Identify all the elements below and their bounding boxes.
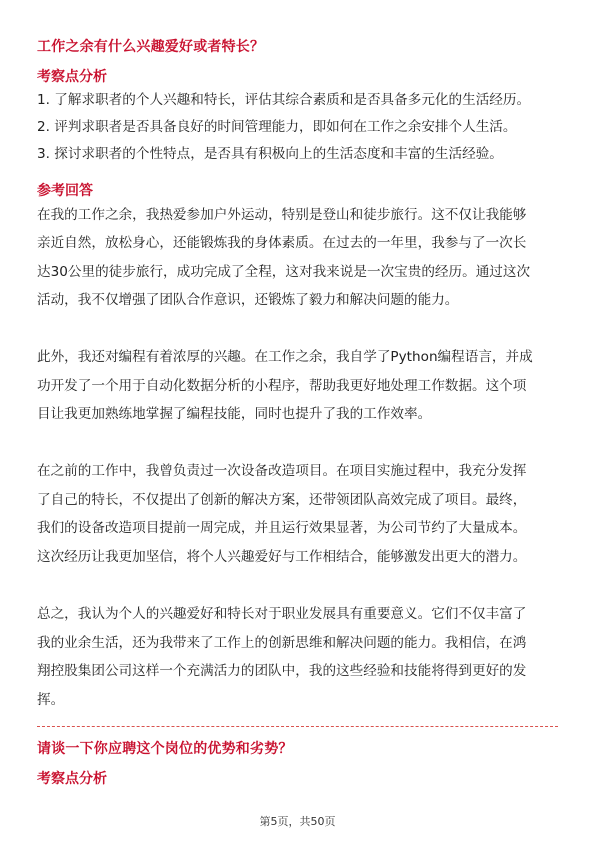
- question-title: 工作之余有什么兴趣爱好或者特长？: [37, 39, 265, 55]
- answer-line: 目让我更加熟练地掌握了编程技能，同时也提升了我的工作效率。: [37, 406, 432, 422]
- answer-line: 我的业余生活，还为我带来了工作上的创新思维和解决问题的能力。我相信，在鸿: [37, 635, 527, 651]
- answer-line: 活动，我不仅增强了团队合作意识，还锻炼了毅力和解决问题的能力。: [37, 292, 459, 308]
- analysis-point: 2. 评判求职者是否具备良好的时间管理能力，即如何在工作之余安排个人生活。: [37, 119, 517, 135]
- answer-line: 了自己的特长，不仅提出了创新的解决方案，还带领团队高效完成了项目。最终，: [37, 492, 527, 508]
- answer-line: 我们的设备改造项目提前一周完成，并且运行效果显著，为公司节约了大量成本。: [37, 520, 527, 536]
- answer-line: 亲近自然，放松身心，还能锻炼我的身体素质。在过去的一年里，我参与了一次长: [37, 235, 527, 251]
- answer-line: 总之，我认为个人的兴趣爱好和特长对于职业发展具有重要意义。它们不仅丰富了: [37, 606, 527, 622]
- answer-line: 翔控股集团公司这样一个充满活力的团队中，我的这些经验和技能将得到更好的发: [37, 663, 527, 679]
- answer-line: 这次经历让我更加坚信，将个人兴趣爱好与工作相结合，能够激发出更大的潜力。: [37, 549, 527, 565]
- analysis-heading: 考察点分析: [37, 771, 107, 787]
- answer-line: 在之前的工作中，我曾负责过一次设备改造项目。在项目实施过程中，我充分发挥: [37, 463, 527, 479]
- answer-line: 功开发了一个用于自动化数据分析的小程序，帮助我更好地处理工作数据。这个项: [37, 378, 527, 394]
- analysis-point: 3. 探讨求职者的个性特点，是否具有积极向上的生活态度和丰富的生活经验。: [37, 146, 503, 162]
- answer-line: 挥。: [37, 692, 65, 708]
- analysis-heading: 考察点分析: [37, 69, 107, 85]
- answer-line: 此外，我还对编程有着浓厚的兴趣。在工作之余，我自学了Python编程语言，并成: [37, 349, 533, 365]
- page-number: 第5页，共50页: [259, 815, 336, 828]
- question-title: 请谈一下你应聘这个岗位的优势和劣势？: [37, 741, 293, 757]
- answer-heading: 参考回答: [37, 183, 93, 199]
- analysis-point: 1. 了解求职者的个人兴趣和特长，评估其综合素质和是否具备多元化的生活经历。: [37, 92, 531, 108]
- answer-line: 在我的工作之余，我热爱参加户外运动，特别是登山和徒步旅行。这不仅让我能够: [37, 207, 527, 223]
- answer-line: 达30公里的徒步旅行，成功完成了全程，这对我来说是一次宝贵的经历。通过这次: [37, 264, 531, 280]
- section-divider: [37, 726, 558, 727]
